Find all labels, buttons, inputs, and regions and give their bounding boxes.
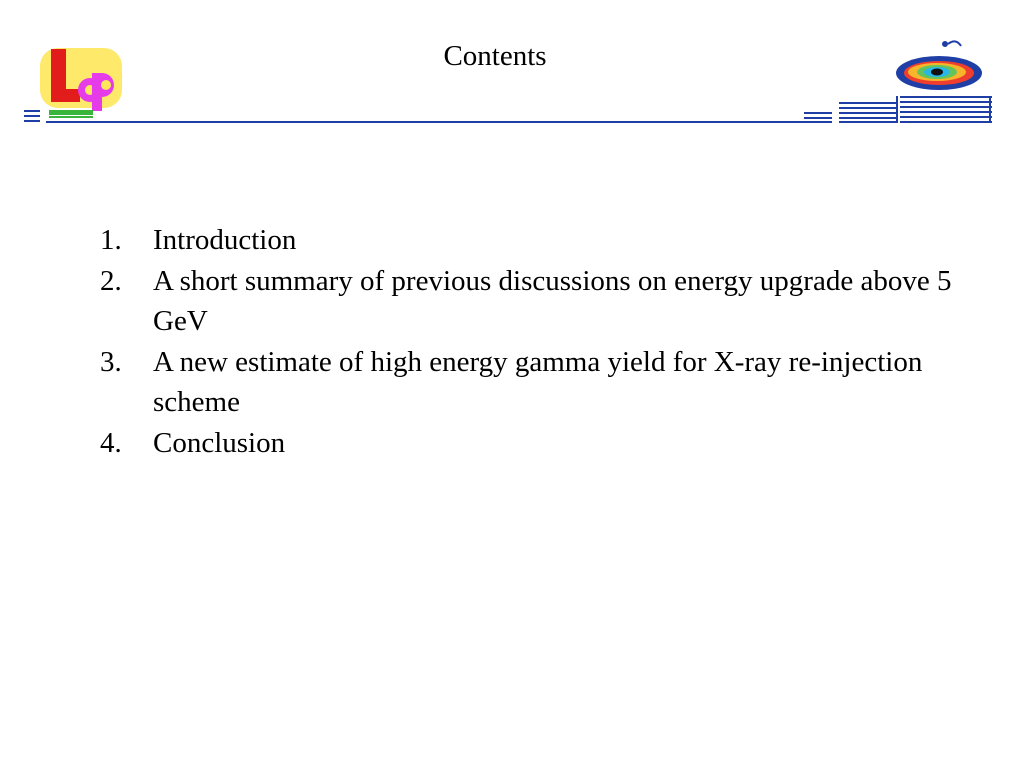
item-text: A new estimate of high energy gamma yield for X-ray re-injection scheme <box>153 345 923 418</box>
slide-title: Contents <box>443 40 547 72</box>
item-text: Conclusion <box>153 426 286 459</box>
contents-list <box>100 220 960 463</box>
item-text: A short summary of previous discussions on energy upgrade above 5 GeV <box>153 264 952 337</box>
item-text: Introduction <box>153 224 297 256</box>
contents-item-summary <box>100 261 960 342</box>
item-number: 4. <box>100 426 122 459</box>
item-number: 2. <box>100 264 122 297</box>
header-rule-band <box>24 92 994 126</box>
item-number: 3. <box>100 345 122 378</box>
contents-item-estimate <box>100 342 960 423</box>
item-number: 1. <box>100 224 122 256</box>
contents-item-introduction <box>100 220 960 261</box>
contents-item-conclusion <box>100 423 960 464</box>
